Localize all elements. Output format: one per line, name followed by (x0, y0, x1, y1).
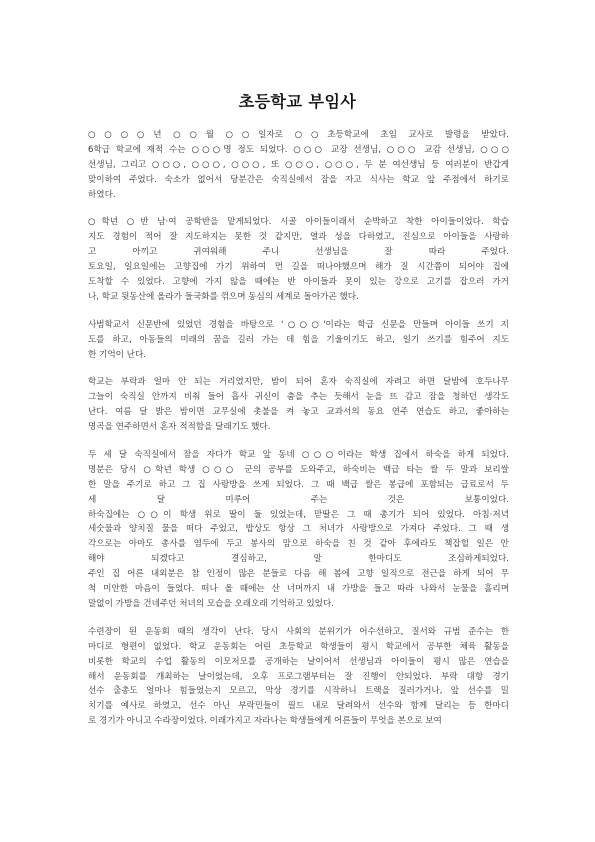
text-line: 명곡을 연주하면서 혼자 적적함을 달래기도 했다. (88, 422, 271, 433)
text-line: 도를 하고, 아동들의 미래의 꿈을 길러 가는 데 힘을 기울이기도 하고, 일기 쓰기를 힘주어 지도 (88, 334, 509, 345)
paragraph (88, 215, 509, 304)
text-line: 수련장이 된 운동회 때의 생각이 난다. 당시 사회의 분위기가 어수선하고, 질서와 규범 준수는 한 (88, 626, 509, 637)
paragraph (88, 448, 509, 612)
text-line: 도착할 수 있었다. 고향에 가지 않을 때에는 반 아이들과 못이 있는 강으로 고기를 잡으러 가거 (88, 277, 509, 288)
paragraph (88, 625, 509, 729)
text-line: 맞이하여 주었다. 숙소가 없어서 당분간은 숙직실에서 잠을 자고 식사는 학교 앞 주점에서 하기로 (88, 174, 509, 185)
text-line: 세숫물과 양치질 물을 떠다 주었고, 밥상도 항상 그 처녀가 사랑방으로 가져다 주었다. 그 때 생 (88, 524, 509, 535)
text-line: 고 아끼고 귀여워해 주니 선생님을 잘 따라 주었다. (88, 247, 509, 258)
text-line: 명분은 당시 ○학년 학생 ○○○ 군의 공부를 도와주고, 하숙비는 백급 타는 쌀 두 말과 보리쌀 (88, 464, 509, 475)
paragraph (88, 128, 509, 202)
text-line: 비롯한 학교의 수업 활동의 이모저모를 공개하는 날이어서 선생님과 아이들이 평시 많은 연습을 (88, 656, 509, 667)
text-line: 각으로는 아마도 총사를 염두에 두고 봉사의 맘으로 하숙을 친 것 같아 후에라도 책잡힐 일은 안 (88, 539, 509, 550)
text-line: 난다. 여름 달 밝은 밤이면 교무실에 촛불을 켜 놓고 교과서의 동요 연주 연습도 하고, 좋아하는 (88, 407, 509, 418)
text-line: 그늘이 숙직실 안까지 비춰 들어 흡사 귀신이 춤을 추는 듯해서 눈을 뜨 감고 잠을 청하던 생각도 (88, 392, 509, 403)
text-line: 지도 경험이 적어 잘 지도하지는 못한 것 같지만, 열과 성을 다하였고, 진심으로 아이들을 사랑하 (88, 232, 509, 243)
text-line: 해서 운동회를 개최하는 날이었는데, 오후 프로그램부터는 잘 진행이 안되었다. 부락 대항 경기 (88, 671, 509, 682)
text-line: 나, 학교 뒷동산에 올라가 들국화를 꺾으며 동심의 세계로 돌아가곤 했다. (88, 291, 359, 302)
text-line: 한 말을 주기로 하고 그 집 사랑방을 쓰게 되었다. 그 때 백급 쌀은 봉급에 포함되는 급료로서 두 (88, 479, 509, 490)
text-line: ○○○○년 ○○월 ○○일자로 ○○초등학교에 초임 교사로 발령을 받았다. (88, 130, 509, 140)
document-body (88, 128, 509, 742)
text-line: ○학년 ○반 남·여 공학반을 맡게되었다. 시골 아이들이래서 순박하고 착한 아이들이었다. 학습 (88, 217, 509, 228)
text-line: 한 기억이 난다. (88, 349, 147, 360)
text-line: 세 달 미루어 주는 것은 보통이었다. (88, 494, 509, 505)
text-line: 마디로 형편이 없었다. 학교 운동회는 어린 초등학교 학생들이 평시 학교에서 공부한 체육 활동을 (88, 641, 509, 652)
paragraph (88, 318, 509, 363)
text-line: 사범학교서 신문반에 있었던 경험을 바탕으로 '○○○'이라는 학급 신문을 만들며 아이들 쓰기 지 (88, 319, 509, 330)
text-line: 두 세 달 숙직실에서 잠을 자다가 학교 앞 동네 ○○○이라는 학생 집에서 하숙을 하게 되었다. (88, 450, 509, 461)
text-line: 6학급 학교에 재적 수는 ○○○명 정도 되었다. ○○○ 교장 선생님, ○○○ 교감 선생님, ○○○ (88, 144, 509, 155)
text-line: 토요일, 일요일에는 고향집에 가기 위하여 먼 길을 떠나야했으며 해가 질 시간쯤이 되어야 집에 (88, 262, 509, 273)
text-line: 하였다. (88, 189, 116, 200)
text-line: 말없이 가방을 건네주던 처녀의 모습을 오래오래 기억하고 있었다. (88, 598, 334, 609)
text-line: 해야 되겠다고 결심하고, 말 한마디도 조심하게되었다. (88, 554, 509, 565)
document-title: 초등학교 부임사 (238, 92, 357, 111)
text-line: 선생님, 그리고 ○○○, ○○○, ○○○, 또 ○○○, ○○○, 두 분 여선생님 등 여러분이 반갑게 (88, 159, 509, 170)
paragraph (88, 375, 509, 435)
text-line: 척 미안한 마음이 들었다. 떠나 올 때에는 산 너머까지 내 가방을 들고 따라 나와서 눈물을 흘리며 (88, 584, 509, 595)
text-line: 주인 집 어른 내외분은 참 인정이 많은 분들로 다음 해 봄에 고향 일직으로 전근을 하게 되어 무 (88, 569, 509, 580)
text-line: 치기를 예사로 하였고, 선수 아닌 부락민들이 필드 내로 달려와서 선수와 함께 달리는 등 한마디 (88, 701, 509, 712)
text-line: 학교는 부락과 얼마 안 되는 거리였지만, 밤이 되어 혼자 숙직실에 자려고 하면 달밤에 호두나무 (88, 377, 509, 388)
text-line: 하숙집에는 ○○이 학생 위로 딸이 둘 있었는데, 맏딸은 그 때 총기가 되어 있었다. 아침·저녁 (88, 509, 509, 520)
text-line: 선수 출총도 얼마나 힘들었는지 모르고, 막상 경기를 시작하니 트랙을 질러가거나, 앞 선수를 밀 (88, 686, 509, 697)
text-line: 로 경기가 아니고 수라장이었다. 이래가지고 자라나는 학생들에게 어른들이 무엇을 본으로 보여 (88, 716, 442, 727)
